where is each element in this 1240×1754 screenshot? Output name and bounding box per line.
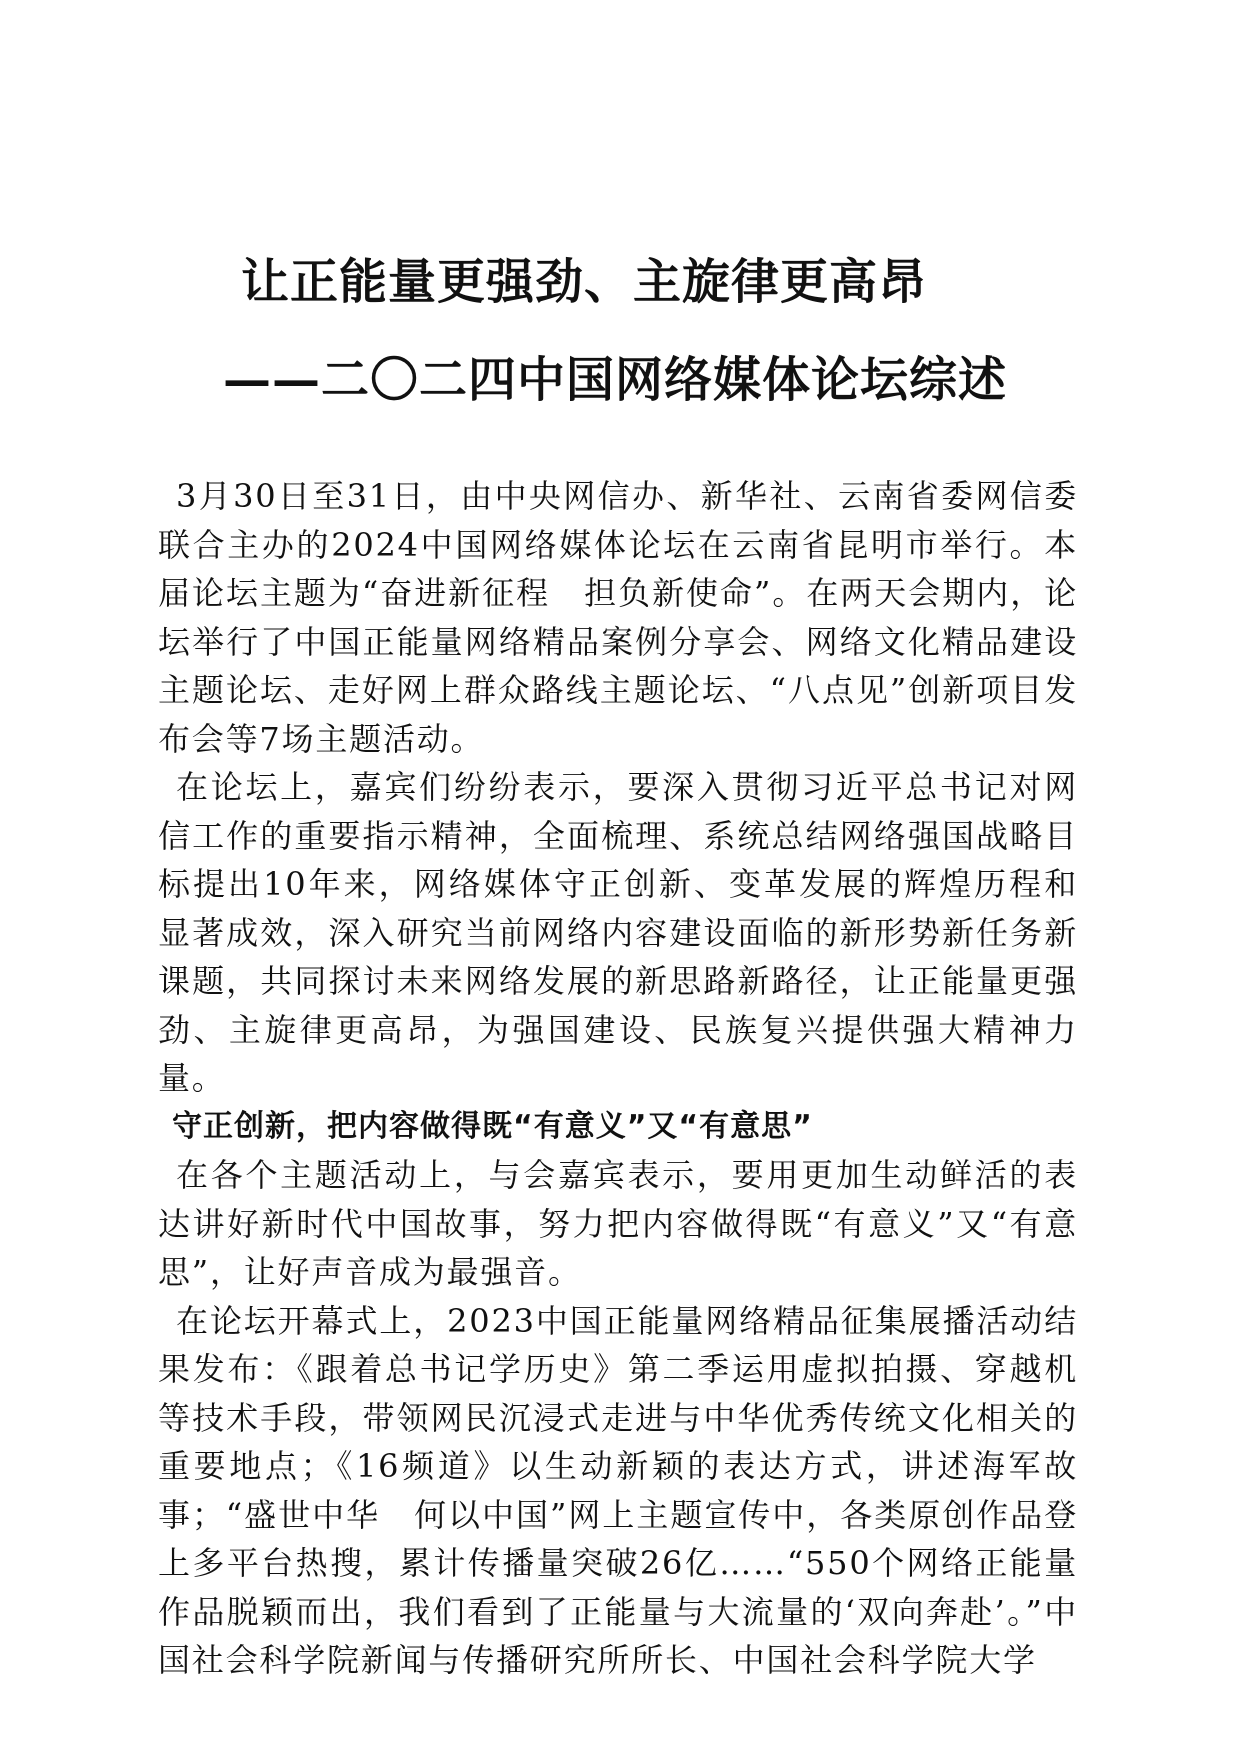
document-subtitle: ——二〇二四中国网络媒体论坛综述 [222,352,1007,408]
paragraph-section-detail: 在论坛开幕式上，2023中国正能量网络精品征集展播活动结果发布：《跟着总书记学历史》第二季运用虚拟拍摄、穿越机等技术手段，带领网民沉浸式走进与中华优秀传统文化相关的重要地点；《16频道》以生动新颖的表达方式，讲述海军故事；“盛世中华 何以中国”网上主题宣传中，各类原创作品登上多平台热搜，累计传播量突破26亿……“550个网络正能量作品脱颖而出，我们看到了正能量与大流量的‘双向奔赴’。”中国社会科学院新闻与传播研究所所长、中国社会科学院大学 [158,1301,1078,1679]
document-body [158,472,1078,1685]
section-heading: 守正创新，把内容做得既“有意义”又“有意思” [172,1108,813,1144]
paragraph-overview: 在论坛上，嘉宾们纷纷表示，要深入贯彻习近平总书记对网信工作的重要指示精神，全面梳理、系统总结网络强国战略目标提出10年来，网络媒体守正创新、变革发展的辉煌历程和显著成效，深入研究当前网络内容建设面临的新形势新任务新课题，共同探讨未来网络发展的新思路新路径，让正能量更强劲、主旋律更高昂，为强国建设、民族复兴提供强大精神力量。 [158,768,1078,1097]
paragraph-intro: 3月30日至31日，由中央网信办、新华社、云南省委网信委联合主办的2024中国网络媒体论坛在云南省昆明市举行。本届论坛主题为“奋进新征程 担负新使命”。在两天会期内，论坛举行了中国正能量网络精品案例分享会、网络文化精品建设主题论坛、走好网上群众路线主题论坛、“八点见”创新项目发布会等7场主题活动。 [158,477,1078,758]
paragraph-section-intro: 在各个主题活动上，与会嘉宾表示，要用更加生动鲜活的表达讲好新时代中国故事，努力把内容做得既“有意义”又“有意思”，让好声音成为最强音。 [158,1156,1078,1291]
document-title: 让正能量更强劲、主旋律更高昂 [240,254,927,310]
